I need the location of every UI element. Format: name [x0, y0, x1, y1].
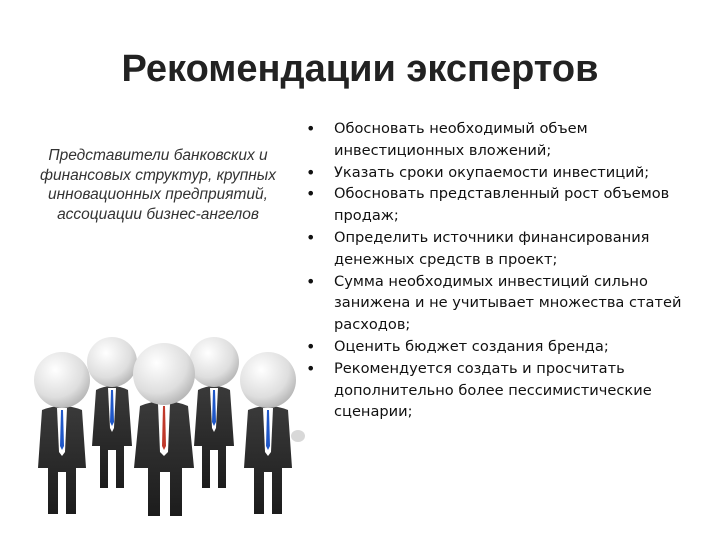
- list-item: • Рекомендуется создать и просчитать дополнительно более пессимистические сценарии;: [306, 358, 718, 423]
- person-figure-4: [189, 337, 239, 488]
- recommendations-list: [306, 118, 718, 423]
- person-figure-3-leader: [133, 343, 195, 516]
- person-figure-1: [34, 352, 90, 514]
- business-people-illustration: [28, 318, 310, 518]
- slide-title: Рекомендации экспертов: [121, 48, 599, 90]
- person-figure-5: [240, 352, 305, 514]
- person-figure-2: [87, 337, 137, 488]
- list-item: • Указать сроки окупаемости инвестиций;: [306, 162, 718, 184]
- list-item: • Обосновать представленный рост объемов продаж;: [306, 183, 718, 227]
- slide-subtitle: Представители банковских и финансовых структур, крупных инновационных предприятий, ассоциации бизнес-ангелов: [40, 147, 276, 223]
- list-item: • Определить источники финансирования денежных средств в проект;: [306, 227, 718, 271]
- list-item: • Обосновать необходимый объем инвестиционных вложений;: [306, 118, 718, 162]
- list-item: • Сумма необходимых инвестиций сильно занижена и не учитывает множества статей расходов;: [306, 271, 718, 336]
- list-item: • Оценить бюджет создания бренда;: [306, 336, 718, 358]
